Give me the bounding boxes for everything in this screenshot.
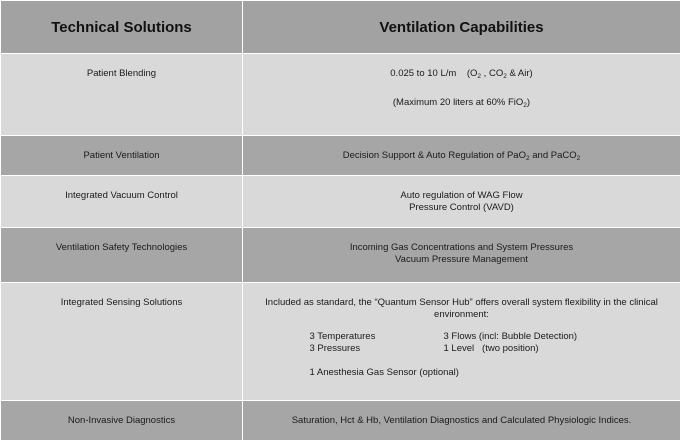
- paco2-subscript: 2: [576, 155, 581, 162]
- row-label-integrated-vacuum-control: Integrated Vacuum Control: [1, 176, 243, 228]
- table-row: [1, 136, 680, 176]
- o2-subscript: 2: [477, 73, 482, 80]
- blending-flow-line: [243, 68, 680, 83]
- blending-max-close: ): [526, 97, 531, 108]
- co2-subscript: 2: [503, 73, 507, 80]
- row-value-patient-ventilation: [243, 136, 680, 176]
- row-value-integrated-sensing: [243, 283, 680, 401]
- row-label-ventilation-safety: Ventilation Safety Technologies: [1, 228, 243, 283]
- blending-gases-open: (O: [466, 68, 478, 79]
- blending-flow: 0.025 to 10 L/m: [390, 68, 457, 79]
- vacuum-line-1: Auto regulation of WAG Flow: [400, 190, 523, 201]
- row-value-non-invasive-diagnostics: Saturation, Hct & Hb, Ventilation Diagnostics and Calculated Physiologic Indices.: [243, 401, 680, 441]
- sensor-anesthesia-gas: 1 Anesthesia Gas Sensor (optional): [309, 367, 459, 378]
- safety-line-2: Vacuum Pressure Management: [395, 254, 528, 265]
- table-row: [1, 176, 680, 228]
- row-label-patient-blending: Patient Blending: [1, 54, 243, 136]
- header-technical-solutions: Technical Solutions: [1, 1, 243, 54]
- safety-line-1: Incoming Gas Concentrations and System Pressures: [349, 242, 574, 253]
- blending-max-line: [243, 97, 680, 112]
- sensor-list: [310, 331, 614, 355]
- vacuum-line-2: Pressure Control (VAVD): [409, 202, 514, 213]
- header-row: [1, 1, 680, 54]
- row-label-patient-ventilation: Patient Ventilation: [1, 136, 243, 176]
- row-value-ventilation-safety: [243, 228, 680, 283]
- sensor-flows: 3 Flows (incl: Bubble Detection): [443, 331, 578, 342]
- row-value-integrated-vacuum-control: [243, 176, 680, 228]
- row-label-non-invasive-diagnostics: Non-Invasive Diagnostics: [1, 401, 243, 441]
- row-value-patient-blending: [243, 54, 680, 136]
- header-ventilation-capabilities: Ventilation Capabilities: [243, 1, 680, 54]
- table-row: [1, 283, 680, 401]
- fio2-subscript: 2: [523, 102, 527, 109]
- sensor-hub-intro: Included as standard, the “Quantum Sensor Hub” offers overall system flexibility in the clinical environment:: [265, 297, 658, 320]
- table-row: [1, 401, 680, 441]
- table-row: [1, 228, 680, 283]
- table-row: [1, 54, 680, 136]
- blending-gases-mid: , CO: [481, 68, 504, 79]
- ventilation-mid: and PaCO: [529, 150, 577, 161]
- sensor-temperatures: 3 Temperatures: [309, 331, 376, 342]
- blending-gases-close: & Air): [506, 68, 533, 79]
- blending-max-text: (Maximum 20 liters at 60% FiO: [392, 97, 524, 108]
- row-label-integrated-sensing: Integrated Sensing Solutions: [1, 283, 243, 401]
- sensor-pressures: 3 Pressures: [309, 343, 361, 354]
- pao2-subscript: 2: [526, 155, 530, 162]
- sensor-level: 1 Level (two position): [443, 343, 539, 354]
- ventilation-text: Decision Support & Auto Regulation of PaO: [342, 150, 526, 161]
